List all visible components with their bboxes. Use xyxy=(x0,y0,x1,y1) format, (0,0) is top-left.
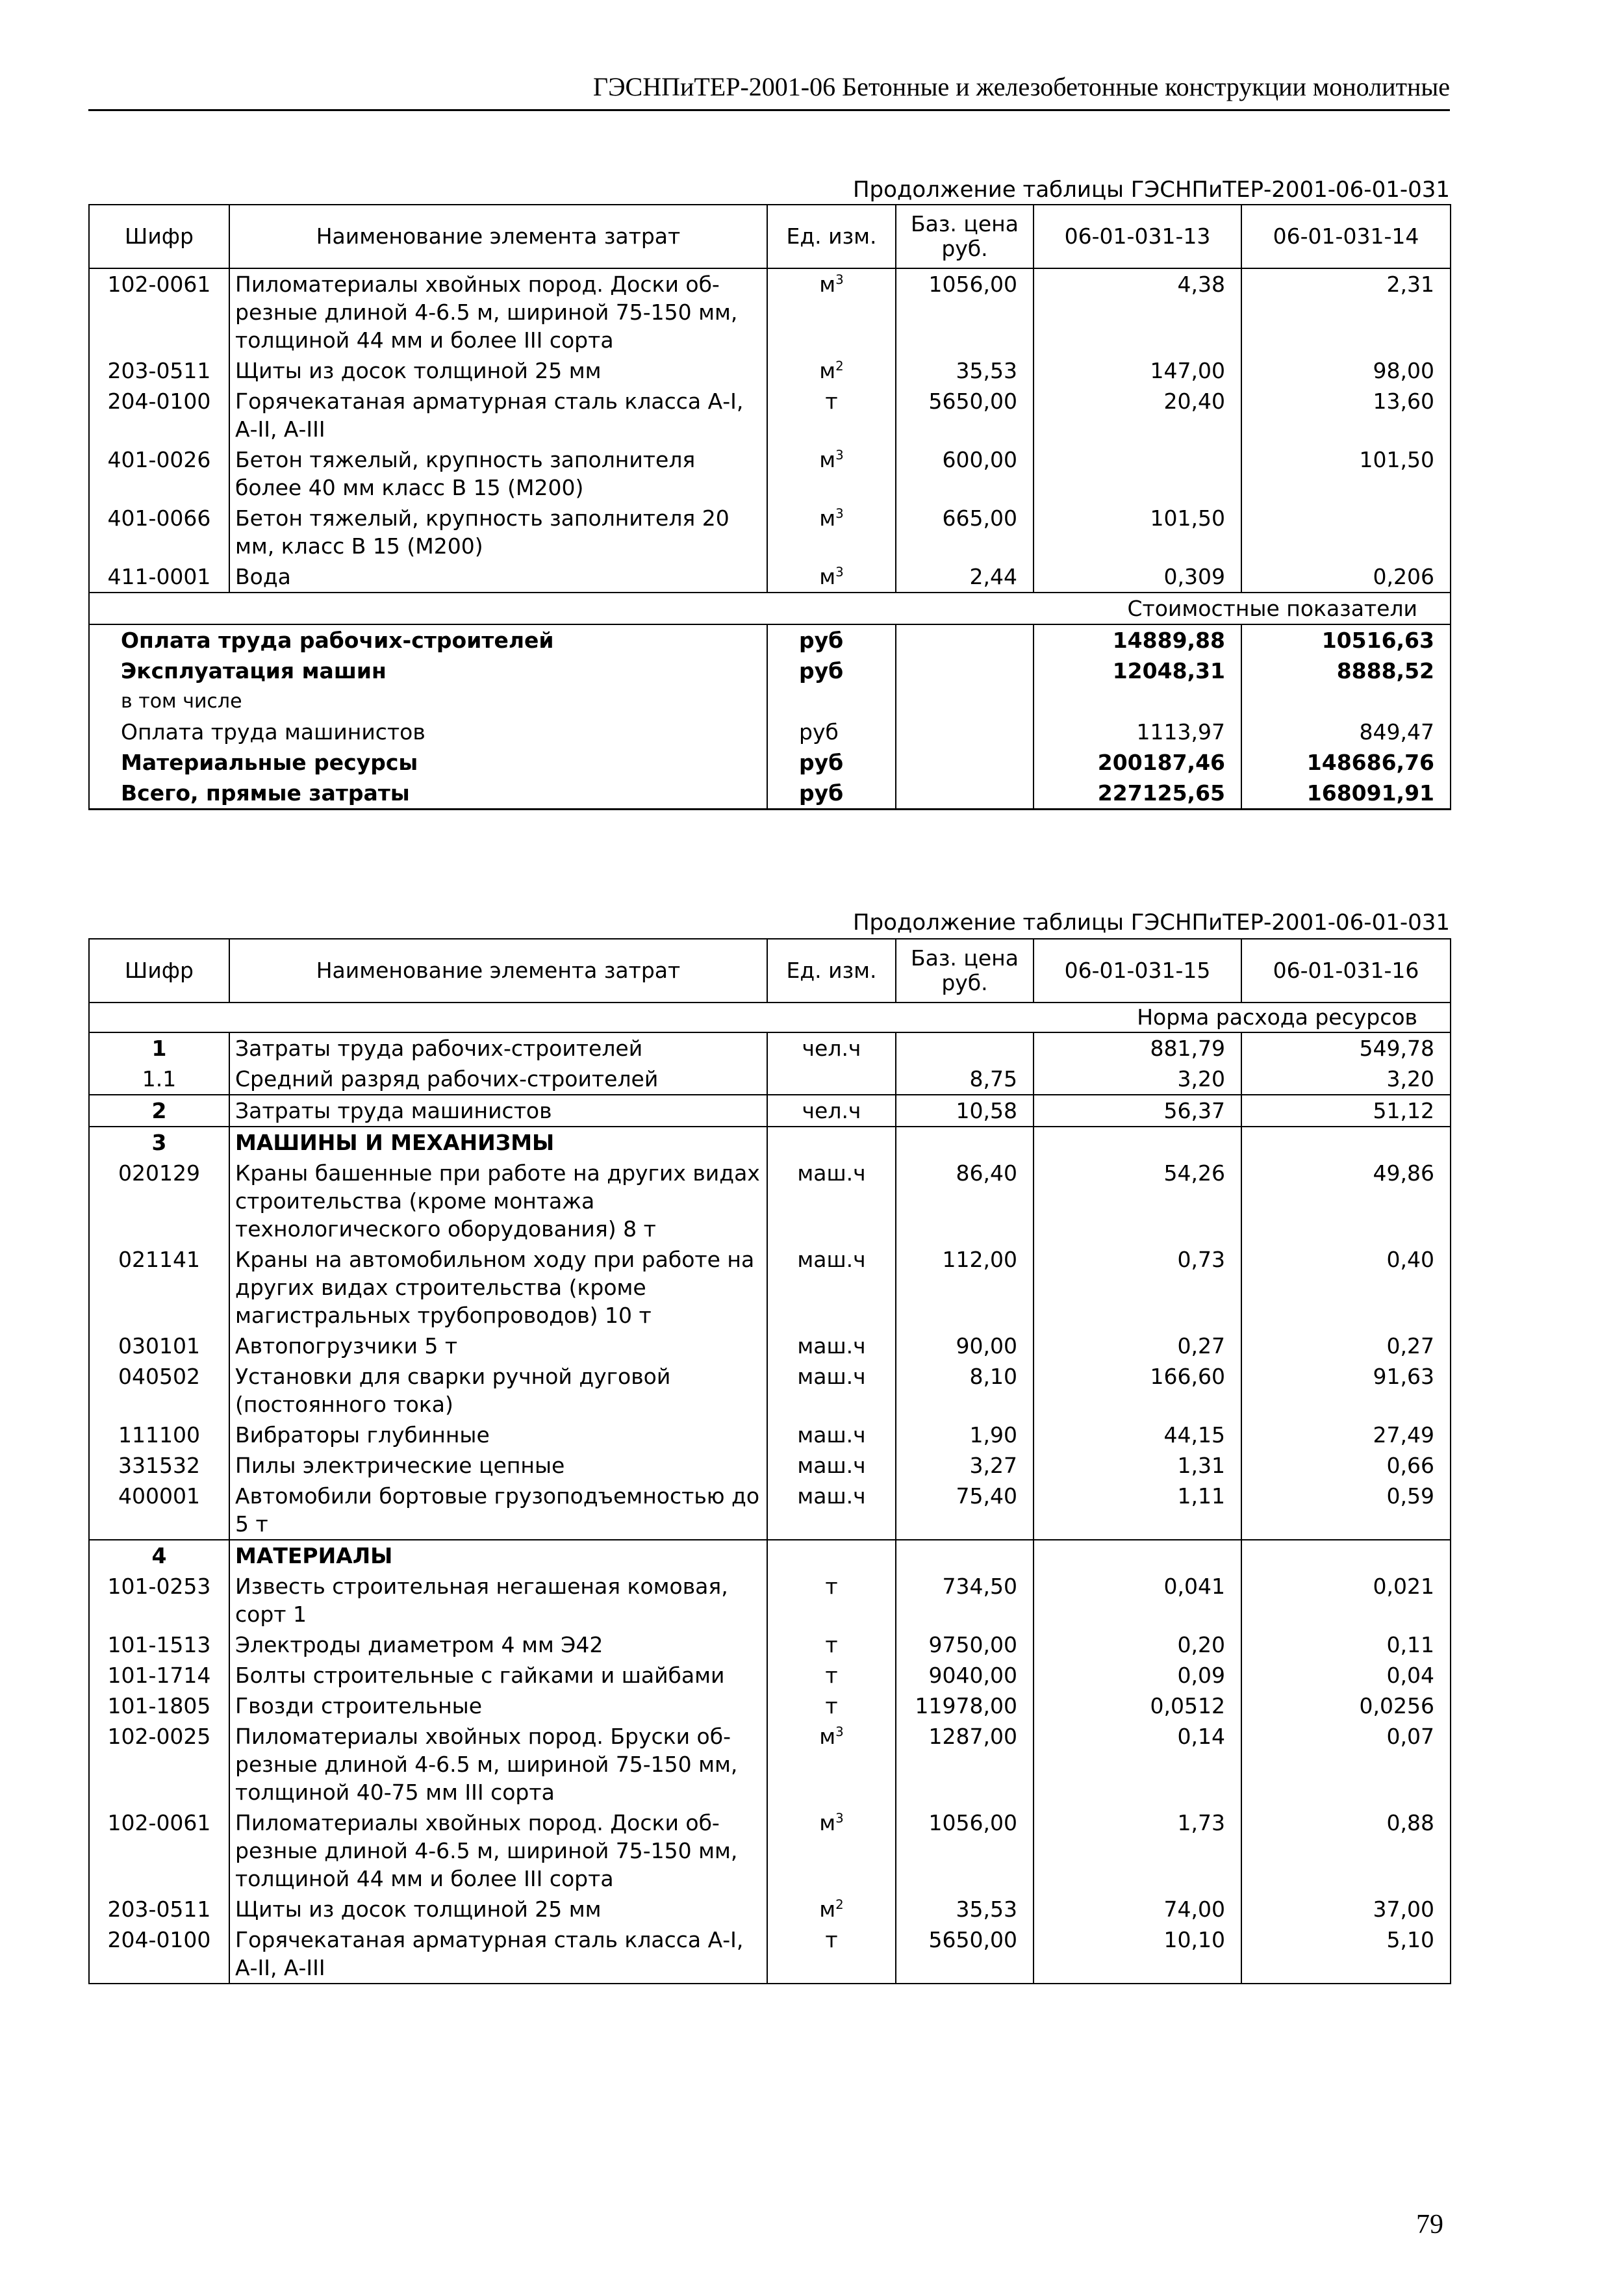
cell-code: 101-0253 xyxy=(89,1571,229,1629)
column-header-code-15: 06-01-031-15 xyxy=(1034,939,1241,1003)
cell-unit xyxy=(767,1064,896,1095)
cell-code: 102-0061 xyxy=(89,1808,229,1894)
cell-code: 411-0001 xyxy=(89,561,229,593)
table-row xyxy=(89,1064,1451,1095)
table-row xyxy=(89,1894,1451,1924)
cell-unit-sup: 3 xyxy=(835,1811,844,1826)
summary-unit: руб xyxy=(767,624,896,656)
summary-value-13: 200187,46 xyxy=(1034,747,1241,778)
section-header-row xyxy=(89,1127,1451,1158)
norm-band-label: Норма расхода ресурсов xyxy=(89,1003,1451,1032)
column-header-price: Баз. цена руб. xyxy=(896,205,1034,268)
cell-name: Вода xyxy=(229,561,767,593)
column-header-name: Наименование элемента затрат xyxy=(229,939,767,1003)
cell-unit: чел.ч xyxy=(767,1032,896,1064)
cell-unit: м xyxy=(819,505,836,531)
cell-value-13: 20,40 xyxy=(1034,386,1241,444)
table-row xyxy=(89,1481,1451,1540)
table-row xyxy=(89,268,1451,355)
cell-name: Средний разряд рабочих-строителей xyxy=(229,1064,767,1095)
cell-value-13: 0,309 xyxy=(1034,561,1241,593)
cell-value-15: 166,60 xyxy=(1034,1361,1241,1420)
cell-code: 3 xyxy=(89,1127,229,1158)
column-header-code-16: 06-01-031-16 xyxy=(1241,939,1451,1003)
cell-name: Щиты из досок толщиной 25 мм xyxy=(229,355,767,386)
cell-name: Автомобили бортовые грузоподъемностью до 5 т xyxy=(229,1481,767,1540)
summary-row xyxy=(89,656,1451,686)
cell-price: 112,00 xyxy=(896,1244,1034,1331)
cell-unit: маш.ч xyxy=(767,1420,896,1450)
cell-value-15: 1,73 xyxy=(1034,1808,1241,1894)
table-row xyxy=(89,1361,1451,1420)
column-header-code-14: 06-01-031-14 xyxy=(1241,205,1451,268)
table-row xyxy=(89,355,1451,386)
summary-value-14: 849,47 xyxy=(1241,717,1451,747)
cell-value-16: 5,10 xyxy=(1241,1924,1451,1984)
summary-value-13: 14889,88 xyxy=(1034,624,1241,656)
cost-indicators-band xyxy=(89,593,1451,624)
summary-label: Материальные ресурсы xyxy=(89,747,767,778)
cell-value-16: 0,40 xyxy=(1241,1244,1451,1331)
cell-name: Вибраторы глубинные xyxy=(229,1420,767,1450)
cell-unit-sup: 3 xyxy=(835,506,844,521)
cell-unit: маш.ч xyxy=(767,1158,896,1244)
cell-code: 2 xyxy=(89,1095,229,1127)
cell-value-15: 74,00 xyxy=(1034,1894,1241,1924)
table1-header-row xyxy=(89,205,1451,268)
cell-price: 1287,00 xyxy=(896,1721,1034,1808)
cell-value-15: 0,0512 xyxy=(1034,1691,1241,1721)
cell-unit-sup: 2 xyxy=(835,359,844,374)
cell-value-15: 0,09 xyxy=(1034,1660,1241,1691)
cell-price: 5650,00 xyxy=(896,386,1034,444)
cell-value-15: 10,10 xyxy=(1034,1924,1241,1984)
cell-name: Бетон тяжелый, крупность заполнителя более 40 мм класс В 15 (М200) xyxy=(229,444,767,503)
cell-unit: т xyxy=(767,1691,896,1721)
cell-price: 86,40 xyxy=(896,1158,1034,1244)
cell-name: Известь строительная негашеная комовая, сорт 1 xyxy=(229,1571,767,1629)
cell-value-16: 27,49 xyxy=(1241,1420,1451,1450)
cell-unit: маш.ч xyxy=(767,1361,896,1420)
table1-caption: Продолжение таблицы ГЭСНПиТЕР-2001-06-01-031 xyxy=(852,177,1450,203)
cell-price: 9750,00 xyxy=(896,1629,1034,1660)
cell-unit-sup: 3 xyxy=(835,565,844,580)
cell-value-14: 0,206 xyxy=(1241,561,1451,593)
table-row xyxy=(89,1331,1451,1361)
cell-value-16: 49,86 xyxy=(1241,1158,1451,1244)
cell-code: 203-0511 xyxy=(89,1894,229,1924)
cell-code: 401-0026 xyxy=(89,444,229,503)
summary-value-13: 227125,65 xyxy=(1034,778,1241,810)
cell-value-14: 13,60 xyxy=(1241,386,1451,444)
cell-value-16: 0,11 xyxy=(1241,1629,1451,1660)
summary-row xyxy=(89,686,1451,717)
cell-unit: чел.ч xyxy=(767,1095,896,1127)
cell-code: 021141 xyxy=(89,1244,229,1331)
cost-indicators-label: Стоимостные показатели xyxy=(89,593,1451,624)
summary-value-13: 1113,97 xyxy=(1034,717,1241,747)
cell-unit: т xyxy=(767,1629,896,1660)
cell-value-14: 98,00 xyxy=(1241,355,1451,386)
cell-name: Установки для сварки ручной дуговой (постоянного тока) xyxy=(229,1361,767,1420)
summary-value-14: 148686,76 xyxy=(1241,747,1451,778)
summary-label: Эксплуатация машин xyxy=(89,656,767,686)
table-row xyxy=(89,386,1451,444)
summary-value-14: 8888,52 xyxy=(1241,656,1451,686)
cell-unit: м xyxy=(819,1810,836,1835)
table-row xyxy=(89,1571,1451,1629)
cell-value-16: 0,0256 xyxy=(1241,1691,1451,1721)
cell-value-15: 44,15 xyxy=(1034,1420,1241,1450)
summary-value-14: 10516,63 xyxy=(1241,624,1451,656)
cell-name: Горячекатаная арматурная сталь класса А-I, А-II, А-III xyxy=(229,1924,767,1984)
page-number: 79 xyxy=(1416,2210,1443,2240)
section-title: МАШИНЫ И МЕХАНИЗМЫ xyxy=(229,1127,767,1158)
cell-unit: м xyxy=(819,447,836,472)
table1 xyxy=(88,204,1451,810)
column-header-code: Шифр xyxy=(89,939,229,1003)
cell-unit: м xyxy=(819,564,836,589)
norm-band xyxy=(89,1003,1451,1032)
table-row xyxy=(89,1924,1451,1984)
cell-value-13: 101,50 xyxy=(1034,503,1241,561)
column-header-unit: Ед. изм. xyxy=(767,205,896,268)
summary-value-14: 168091,91 xyxy=(1241,778,1451,810)
table-row xyxy=(89,1660,1451,1691)
cell-code: 102-0025 xyxy=(89,1721,229,1808)
cell-value-16: 91,63 xyxy=(1241,1361,1451,1420)
cell-code: 400001 xyxy=(89,1481,229,1540)
section-header-row xyxy=(89,1540,1451,1571)
cell-price: 35,53 xyxy=(896,355,1034,386)
cell-name: Болты строительные с гайками и шайбами xyxy=(229,1660,767,1691)
table-row xyxy=(89,1691,1451,1721)
table-row xyxy=(89,1158,1451,1244)
cell-name: Краны башенные при работе на других видах строительства (кроме монтажа технологического оборудования) 8 т xyxy=(229,1158,767,1244)
cell-name: Пиломатериалы хвойных пород. Бруски об-резные длиной 4-6.5 м, шириной 75-150 мм, толщиной 40-75 мм III сорта xyxy=(229,1721,767,1808)
summary-label: Оплата труда машинистов xyxy=(89,717,767,747)
cell-unit-sup: 3 xyxy=(835,1724,844,1739)
cell-code: 331532 xyxy=(89,1450,229,1481)
cell-unit-sup: 3 xyxy=(835,448,844,463)
table-row xyxy=(89,444,1451,503)
cell-price: 8,75 xyxy=(896,1064,1034,1095)
cell-value-14 xyxy=(1241,503,1451,561)
column-header-price: Баз. цена руб. xyxy=(896,939,1034,1003)
cell-price: 665,00 xyxy=(896,503,1034,561)
cell-code: 204-0100 xyxy=(89,1924,229,1984)
header-rule xyxy=(88,109,1450,111)
cell-unit: т xyxy=(767,1571,896,1629)
cell-value-15: 56,37 xyxy=(1034,1095,1241,1127)
table2-caption: Продолжение таблицы ГЭСНПиТЕР-2001-06-01-031 xyxy=(852,910,1450,936)
cell-price: 734,50 xyxy=(896,1571,1034,1629)
cell-value-15: 54,26 xyxy=(1034,1158,1241,1244)
section-title: МАТЕРИАЛЫ xyxy=(229,1540,767,1571)
cell-unit: т xyxy=(767,1660,896,1691)
cell-name: Затраты труда машинистов xyxy=(229,1095,767,1127)
cell-value-16: 51,12 xyxy=(1241,1095,1451,1127)
cell-value-13: 4,38 xyxy=(1034,268,1241,355)
cell-unit-sup: 2 xyxy=(835,1897,844,1912)
cell-unit: т xyxy=(767,1924,896,1984)
cell-name: Пиломатериалы хвойных пород. Доски об-резные длиной 4-6.5 м, шириной 75-150 мм, толщиной 44 мм и более III сорта xyxy=(229,1808,767,1894)
cell-value-15: 3,20 xyxy=(1034,1064,1241,1095)
cell-price: 8,10 xyxy=(896,1361,1034,1420)
cell-name: Пиломатериалы хвойных пород. Доски об-резные длиной 4-6.5 м, шириной 75-150 мм, толщиной 44 мм и более III сорта xyxy=(229,268,767,355)
column-header-code: Шифр xyxy=(89,205,229,268)
summary-unit: руб xyxy=(767,656,896,686)
cell-unit: маш.ч xyxy=(767,1450,896,1481)
cell-code: 040502 xyxy=(89,1361,229,1420)
cell-price: 9040,00 xyxy=(896,1660,1034,1691)
summary-label: в том числе xyxy=(89,686,767,717)
table-row xyxy=(89,561,1451,593)
cell-price: 90,00 xyxy=(896,1331,1034,1361)
cell-unit: м xyxy=(819,1724,836,1749)
cell-code: 111100 xyxy=(89,1420,229,1450)
cell-code: 1.1 xyxy=(89,1064,229,1095)
summary-row xyxy=(89,778,1451,810)
cell-value-16: 3,20 xyxy=(1241,1064,1451,1095)
cell-price xyxy=(896,1032,1034,1064)
cell-price: 3,27 xyxy=(896,1450,1034,1481)
cell-name: Краны на автомобильном ходу при работе на других видах строительства (кроме магистральных трубопроводов) 10 т xyxy=(229,1244,767,1331)
cell-value-16: 0,07 xyxy=(1241,1721,1451,1808)
table-row xyxy=(89,1629,1451,1660)
cell-value-15: 0,14 xyxy=(1034,1721,1241,1808)
cell-code: 030101 xyxy=(89,1331,229,1361)
cell-code: 102-0061 xyxy=(89,268,229,355)
table-row xyxy=(89,1450,1451,1481)
cell-name: Автопогрузчики 5 т xyxy=(229,1331,767,1361)
summary-row xyxy=(89,717,1451,747)
cell-code: 1 xyxy=(89,1032,229,1064)
cell-value-15: 0,20 xyxy=(1034,1629,1241,1660)
cell-value-15: 1,31 xyxy=(1034,1450,1241,1481)
cell-code: 4 xyxy=(89,1540,229,1571)
cell-price: 10,58 xyxy=(896,1095,1034,1127)
summary-label: Оплата труда рабочих-строителей xyxy=(89,624,767,656)
cell-code: 101-1714 xyxy=(89,1660,229,1691)
cell-unit-sup: 3 xyxy=(835,272,844,287)
cell-price: 1,90 xyxy=(896,1420,1034,1450)
summary-unit: руб xyxy=(767,778,896,810)
cell-value-16: 0,66 xyxy=(1241,1450,1451,1481)
cell-name: Электроды диаметром 4 мм Э42 xyxy=(229,1629,767,1660)
cell-unit: маш.ч xyxy=(767,1244,896,1331)
table-row xyxy=(89,1244,1451,1331)
summary-unit: руб xyxy=(767,747,896,778)
summary-unit: руб xyxy=(767,717,896,747)
cell-value-16: 37,00 xyxy=(1241,1894,1451,1924)
cell-code: 020129 xyxy=(89,1158,229,1244)
table-row xyxy=(89,503,1451,561)
cell-name: Горячекатаная арматурная сталь класса А-I, А-II, А-III xyxy=(229,386,767,444)
cell-value-14: 2,31 xyxy=(1241,268,1451,355)
cell-value-16: 0,021 xyxy=(1241,1571,1451,1629)
cell-value-16: 0,04 xyxy=(1241,1660,1451,1691)
cell-value-16: 549,78 xyxy=(1241,1032,1451,1064)
cell-code: 203-0511 xyxy=(89,355,229,386)
cell-name: Бетон тяжелый, крупность заполнителя 20 мм, класс В 15 (М200) xyxy=(229,503,767,561)
column-header-name: Наименование элемента затрат xyxy=(229,205,767,268)
cell-price: 5650,00 xyxy=(896,1924,1034,1984)
summary-row xyxy=(89,624,1451,656)
table2 xyxy=(88,938,1451,1984)
cell-unit: маш.ч xyxy=(767,1481,896,1540)
cell-unit: м xyxy=(819,358,836,383)
cell-unit: маш.ч xyxy=(767,1331,896,1361)
cell-value-15: 881,79 xyxy=(1034,1032,1241,1064)
cell-value-16: 0,59 xyxy=(1241,1481,1451,1540)
cell-value-15: 0,27 xyxy=(1034,1331,1241,1361)
cell-price: 1056,00 xyxy=(896,268,1034,355)
cell-name: Затраты труда рабочих-строителей xyxy=(229,1032,767,1064)
table-row xyxy=(89,1095,1451,1127)
cell-name: Пилы электрические цепные xyxy=(229,1450,767,1481)
cell-value-15: 1,11 xyxy=(1034,1481,1241,1540)
cell-name: Щиты из досок толщиной 25 мм xyxy=(229,1894,767,1924)
cell-value-13: 147,00 xyxy=(1034,355,1241,386)
cell-code: 101-1513 xyxy=(89,1629,229,1660)
cell-value-15: 0,041 xyxy=(1034,1571,1241,1629)
cell-price: 2,44 xyxy=(896,561,1034,593)
cell-code: 401-0066 xyxy=(89,503,229,561)
table2-header-row xyxy=(89,939,1451,1003)
summary-row xyxy=(89,747,1451,778)
summary-value-13: 12048,31 xyxy=(1034,656,1241,686)
cell-price: 1056,00 xyxy=(896,1808,1034,1894)
summary-label: Всего, прямые затраты xyxy=(89,778,767,810)
cell-name: Гвозди строительные xyxy=(229,1691,767,1721)
column-header-unit: Ед. изм. xyxy=(767,939,896,1003)
table-row xyxy=(89,1032,1451,1064)
table-row xyxy=(89,1721,1451,1808)
cell-price: 600,00 xyxy=(896,444,1034,503)
cell-price: 35,53 xyxy=(896,1894,1034,1924)
table-row xyxy=(89,1808,1451,1894)
cell-unit: т xyxy=(767,386,896,444)
cell-unit: м xyxy=(819,272,836,297)
cell-unit: м xyxy=(819,1897,836,1922)
cell-value-16: 0,27 xyxy=(1241,1331,1451,1361)
cell-code: 101-1805 xyxy=(89,1691,229,1721)
column-header-code-13: 06-01-031-13 xyxy=(1034,205,1241,268)
cell-value-16: 0,88 xyxy=(1241,1808,1451,1894)
cell-price: 75,40 xyxy=(896,1481,1034,1540)
cell-value-13 xyxy=(1034,444,1241,503)
cell-price: 11978,00 xyxy=(896,1691,1034,1721)
page-header-title: ГЭСНПиТЕР-2001-06 Бетонные и железобетонные конструкции монолитные xyxy=(592,72,1450,101)
cell-value-14: 101,50 xyxy=(1241,444,1451,503)
table-row xyxy=(89,1420,1451,1450)
cell-code: 204-0100 xyxy=(89,386,229,444)
cell-value-15: 0,73 xyxy=(1034,1244,1241,1331)
